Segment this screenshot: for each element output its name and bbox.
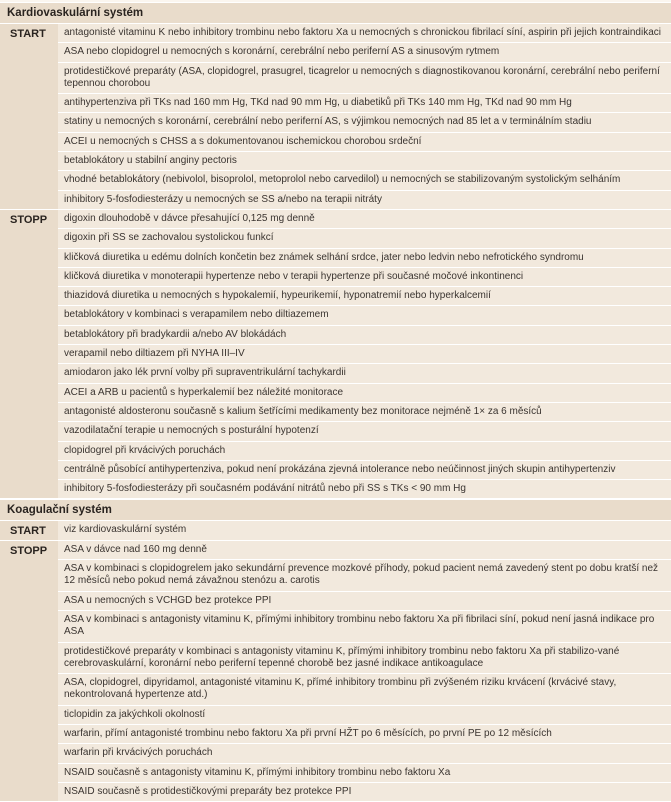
criterion-row: centrálně působící antihypertenziva, pokud není prokázána zjevná intolerance nebo neúčinnost jiných skupin antihypertenziv — [58, 461, 671, 480]
criterion-row: ASA v dávce nad 160 mg denně — [58, 541, 671, 560]
criterion-row: inhibitory 5-fosfodiesterázy u nemocných se SS a/nebo na terapii nitráty — [58, 191, 671, 210]
criterion-row: vazodilatační terapie u nemocných s posturální hypotenzí — [58, 422, 671, 441]
criterion-row: betablokátory při bradykardii a/nebo AV blokádách — [58, 326, 671, 345]
criterion-row: antihypertenziva při TKs nad 160 mm Hg, TKd nad 90 mm Hg, u diabetiků při TKs 140 mm Hg, TKd nad 90 mm Hg — [58, 94, 671, 113]
group-label: START — [0, 24, 58, 210]
criterion-row: kličková diuretika v monoterapii hypertenze nebo v terapii hypertenze při současné močové inkontinenci — [58, 268, 671, 287]
criterion-row: ASA v kombinaci s clopidogrelem jako sekundární prevence mozkové příhody, pokud pacient nemá zavedený stent po dobu kratší než 12 měsíců nebo pokud nemá závažnou stenózu a. carotis — [58, 560, 671, 592]
group-items — [58, 210, 671, 499]
group-label: START — [0, 521, 58, 540]
criteria-group — [0, 24, 671, 210]
criterion-row: antagonisté vitaminu K nebo inhibitory trombinu nebo faktoru Xa u nemocných s chronickou fibrilací síní, aspirin při jejich kontraindikaci — [58, 24, 671, 43]
criterion-row: ticlopidin za jakýchkoli okolností — [58, 706, 671, 725]
criterion-row: digoxin při SS se zachovalou systolickou funkcí — [58, 229, 671, 248]
criteria-group — [0, 210, 671, 499]
criterion-row: inhibitory 5-fosfodiesterázy při současném podávání nitrátů nebo při SS s TKs < 90 mm Hg — [58, 480, 671, 499]
criterion-row: antagonisté aldosteronu současně s kalium šetřícími medikamenty bez monitorace nejméně 1× za 6 měsíců — [58, 403, 671, 422]
criterion-row: statiny u nemocných s koronární, cerebrální nebo periferní AS, s výjimkou nemocných nad 85 let a v terminálním stadiu — [58, 113, 671, 132]
criterion-row: digoxin dlouhodobě v dávce přesahující 0,125 mg denně — [58, 210, 671, 229]
table-section — [0, 2, 671, 499]
criterion-row: warfarin, přímí antagonisté trombinu nebo faktoru Xa při první HŽT po 6 měsících, po první PE po 12 měsících — [58, 725, 671, 744]
criterion-row: betablokátory v kombinaci s verapamilem nebo diltiazemem — [58, 306, 671, 325]
criterion-row: thiazidová diuretika u nemocných s hypokalemií, hypeurikemií, hyponatremií nebo hyperkalcemií — [58, 287, 671, 306]
section-title: Kardiovaskulární systém — [0, 2, 671, 24]
criterion-row: ASA v kombinaci s antagonisty vitaminu K, přímými inhibitory trombinu nebo faktoru Xa při fibrilaci síní, pokud není jasná indikace pro ASA — [58, 611, 671, 643]
criterion-row: vhodné betablokátory (nebivolol, bisoprolol, metoprolol nebo carvedilol) u nemocných se stabilizovaným systolickým selháním — [58, 171, 671, 190]
criterion-row: ASA nebo clopidogrel u nemocných s koronární, cerebrální nebo periferní AS a sinusovým rytmem — [58, 43, 671, 62]
criterion-row: kličková diuretika u edému dolních končetin bez známek selhání srdce, jater nebo ledvin nebo nefrotického syndromu — [58, 249, 671, 268]
criterion-row: ASA, clopidogrel, dipyridamol, antagonisté vitaminu K, přímé inhibitory trombinu při zvýšeném riziku krvácení (krvácivé stavy, nekontrolovaná hypertenze atd.) — [58, 674, 671, 706]
group-items — [58, 24, 671, 210]
criterion-row: viz kardiovaskulární systém — [58, 521, 671, 540]
criterion-row: ACEI a ARB u pacientů s hyperkalemií bez náležité monitorace — [58, 384, 671, 403]
criterion-row: verapamil nebo diltiazem při NYHA III–IV — [58, 345, 671, 364]
group-items — [58, 521, 671, 540]
criterion-row: amiodaron jako lék první volby při supraventrikulární tachykardii — [58, 364, 671, 383]
criterion-row: ACEI u nemocných s CHSS a s dokumentovanou ischemickou chorobou srdeční — [58, 133, 671, 152]
criteria-group — [0, 541, 671, 802]
group-label: STOPP — [0, 210, 58, 499]
criterion-row: ASA u nemocných s VCHGD bez protekce PPI — [58, 592, 671, 611]
criterion-row: clopidogrel při krvácivých poruchách — [58, 442, 671, 461]
criteria-group — [0, 521, 671, 540]
criterion-row: betablokátory u stabilní anginy pectoris — [58, 152, 671, 171]
criterion-row: NSAID současně s protidestičkovými preparáty bez protekce PPI — [58, 783, 671, 802]
criterion-row: protidestičkové preparáty (ASA, clopidogrel, prasugrel, ticagrelor u nemocných s diagnostikovanou koronární, cerebrální nebo periferní tepennou chorobou — [58, 63, 671, 95]
criterion-row: protidestičkové preparáty v kombinaci s antagonisty vitaminu K, přímými inhibitory trombinu nebo faktoru Xa při stabilizo-vané cerebrovaskulární, koronární nebo periferní tepenné chorobě bez jasné indikace antikoagulace — [58, 643, 671, 675]
table-section — [0, 499, 671, 802]
criterion-row: NSAID současně s antagonisty vitaminu K, přímými inhibitory trombinu nebo faktoru Xa — [58, 764, 671, 783]
group-label: STOPP — [0, 541, 58, 802]
section-title: Koagulační systém — [0, 499, 671, 521]
criterion-row: warfarin při krvácivých poruchách — [58, 744, 671, 763]
group-items — [58, 541, 671, 802]
